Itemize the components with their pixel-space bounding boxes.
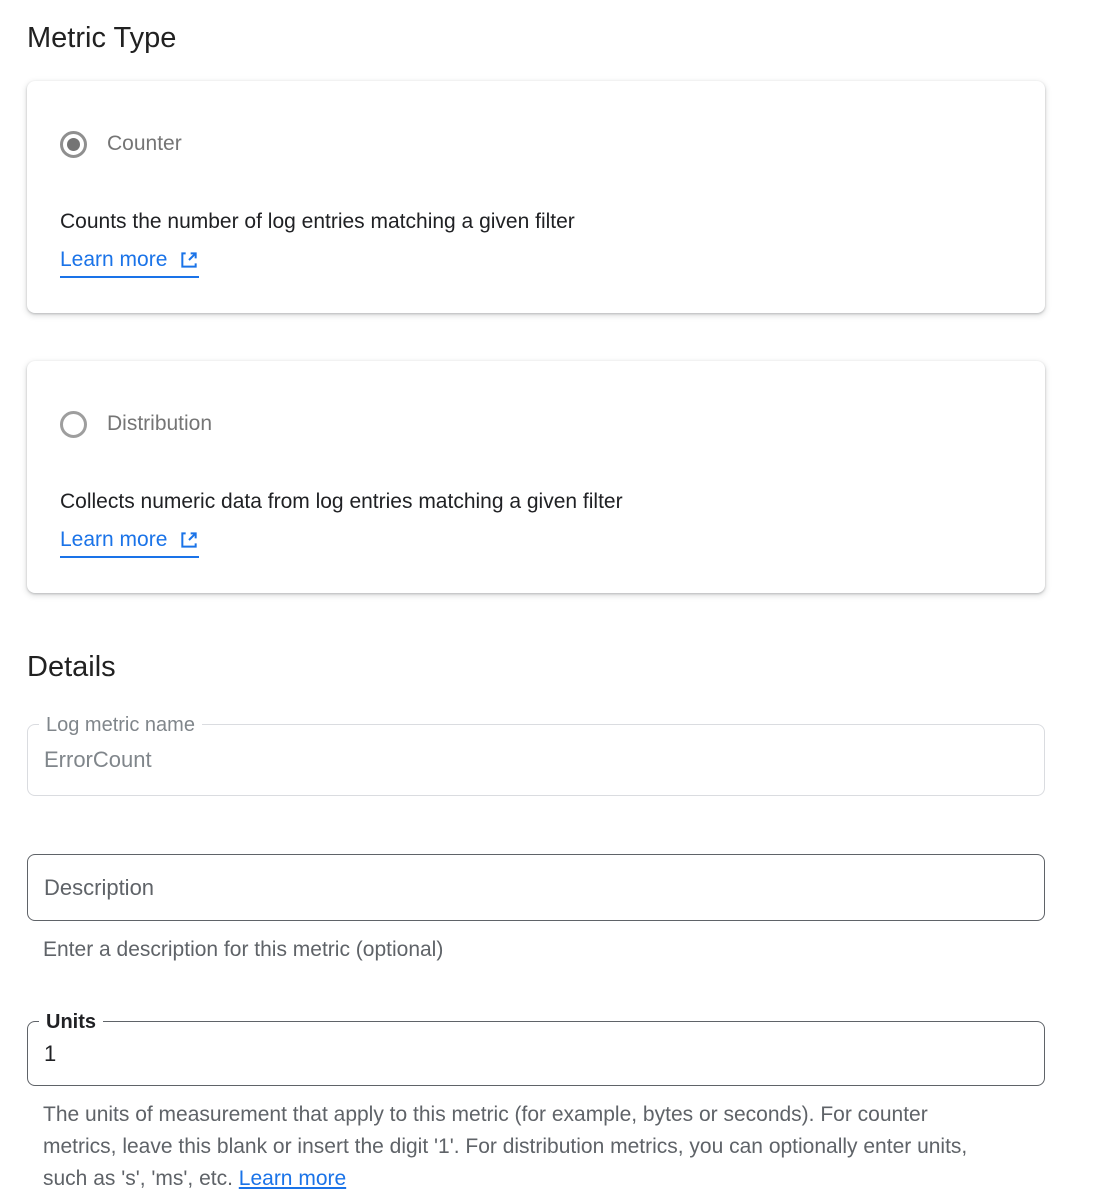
counter-radio-button[interactable] bbox=[60, 131, 87, 158]
distribution-radio-row[interactable] bbox=[60, 410, 1012, 438]
radio-dot bbox=[67, 138, 80, 151]
distribution-learn-more-link[interactable] bbox=[60, 528, 199, 558]
learn-more-label: Learn more bbox=[60, 528, 168, 551]
radio-dot bbox=[67, 418, 80, 431]
metric-type-heading: Metric Type bbox=[27, 22, 177, 54]
description-input[interactable] bbox=[28, 855, 1044, 920]
units-helper-text bbox=[43, 1099, 978, 1195]
log-metric-name-field-container bbox=[27, 714, 1045, 796]
external-link-icon bbox=[179, 250, 199, 270]
log-metric-name-label: Log metric name bbox=[39, 713, 202, 737]
counter-description: Counts the number of log entries matching a given filter bbox=[60, 210, 575, 233]
units-input[interactable] bbox=[28, 1022, 1044, 1085]
counter-radio-row[interactable] bbox=[60, 130, 1012, 158]
description-field-container bbox=[27, 854, 1045, 921]
external-link-icon bbox=[179, 530, 199, 550]
learn-more-label: Learn more bbox=[60, 248, 168, 271]
counter-learn-more-link[interactable] bbox=[60, 248, 199, 278]
details-heading: Details bbox=[27, 651, 116, 683]
counter-option-card bbox=[27, 81, 1045, 313]
distribution-radio-label: Distribution bbox=[107, 412, 213, 435]
units-field-container bbox=[27, 1011, 1045, 1086]
distribution-description: Collects numeric data from log entries matching a given filter bbox=[60, 490, 623, 513]
units-label: Units bbox=[39, 1010, 103, 1034]
distribution-radio-button[interactable] bbox=[60, 411, 87, 438]
units-helper-body: The units of measurement that apply to this metric (for example, bytes or seconds). For counter metrics, leave this blank or insert the digit '1'. For distribution metrics, you can optionally enter units, such as 's', 'ms', etc. bbox=[43, 1103, 968, 1190]
distribution-option-card bbox=[27, 361, 1045, 593]
units-learn-more-link[interactable]: Learn more bbox=[238, 1167, 347, 1190]
counter-radio-label: Counter bbox=[107, 132, 182, 155]
description-helper-text: Enter a description for this metric (optional) bbox=[43, 938, 444, 961]
